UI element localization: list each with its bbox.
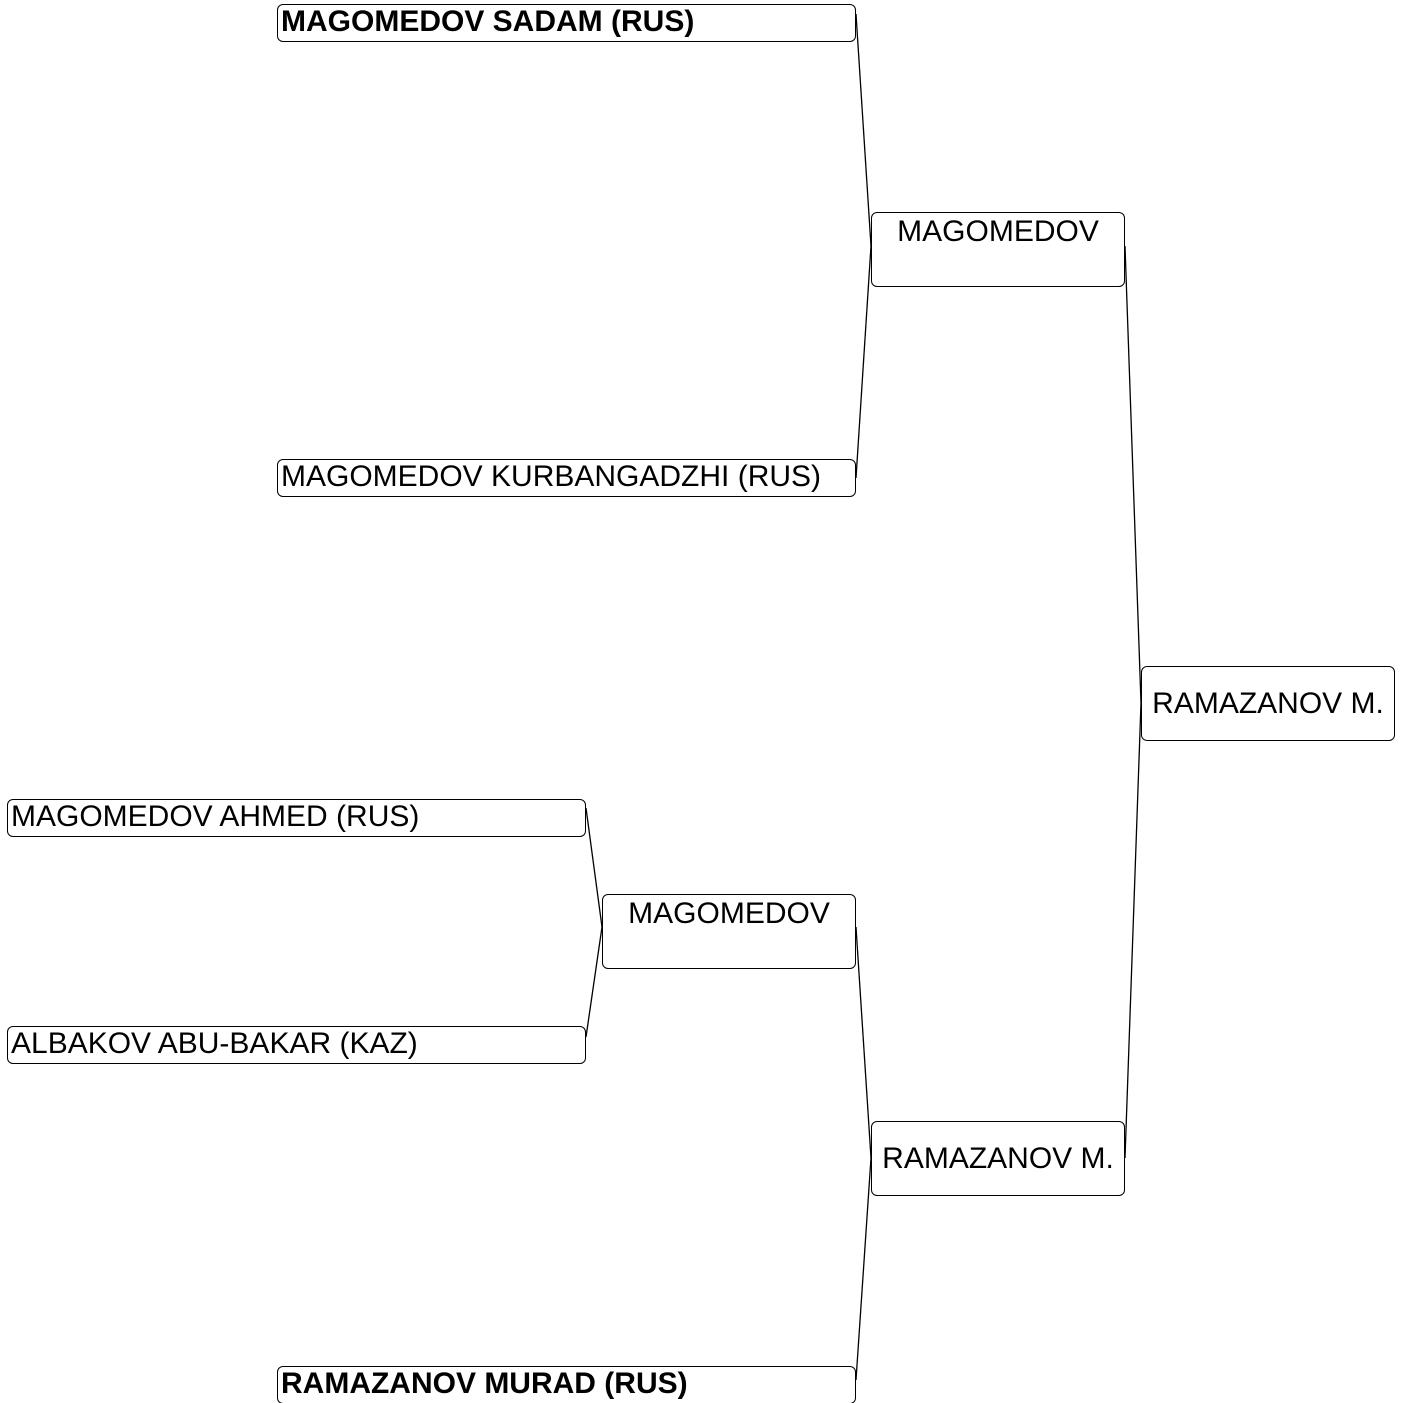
entrant-box xyxy=(277,1366,856,1403)
entrant-box xyxy=(277,459,856,497)
final-result-box xyxy=(1141,666,1395,741)
round1-result-box xyxy=(602,894,856,969)
connector-line xyxy=(856,246,871,478)
connector-line xyxy=(856,14,871,246)
semifinal-result-box xyxy=(871,212,1125,287)
connector-line xyxy=(856,927,871,1158)
semifinal-result-name: RAMAZANOV M. xyxy=(882,1142,1114,1175)
entrant-box xyxy=(7,1026,586,1064)
round1-result-name: MAGOMEDOV xyxy=(628,897,830,930)
semifinal-result-box xyxy=(871,1121,1125,1196)
entrant-box xyxy=(277,4,856,42)
final-result-name: RAMAZANOV M. xyxy=(1152,687,1384,720)
entrant-box xyxy=(7,799,586,837)
entrant-name: RAMAZANOV MURAD (RUS) xyxy=(281,1367,688,1400)
connector-line xyxy=(856,1158,871,1380)
connector-line xyxy=(1125,246,1141,703)
entrant-name: ALBAKOV ABU-BAKAR (KAZ) xyxy=(11,1027,418,1060)
entrant-name: MAGOMEDOV AHMED (RUS) xyxy=(11,800,420,833)
entrant-name: MAGOMEDOV SADAM (RUS) xyxy=(281,5,695,38)
connector-line xyxy=(586,927,602,1037)
entrant-name: MAGOMEDOV KURBANGADZHI (RUS) xyxy=(281,460,822,493)
semifinal-result-name: MAGOMEDOV xyxy=(897,215,1099,248)
connector-line xyxy=(1125,703,1141,1158)
connector-line xyxy=(586,808,602,927)
